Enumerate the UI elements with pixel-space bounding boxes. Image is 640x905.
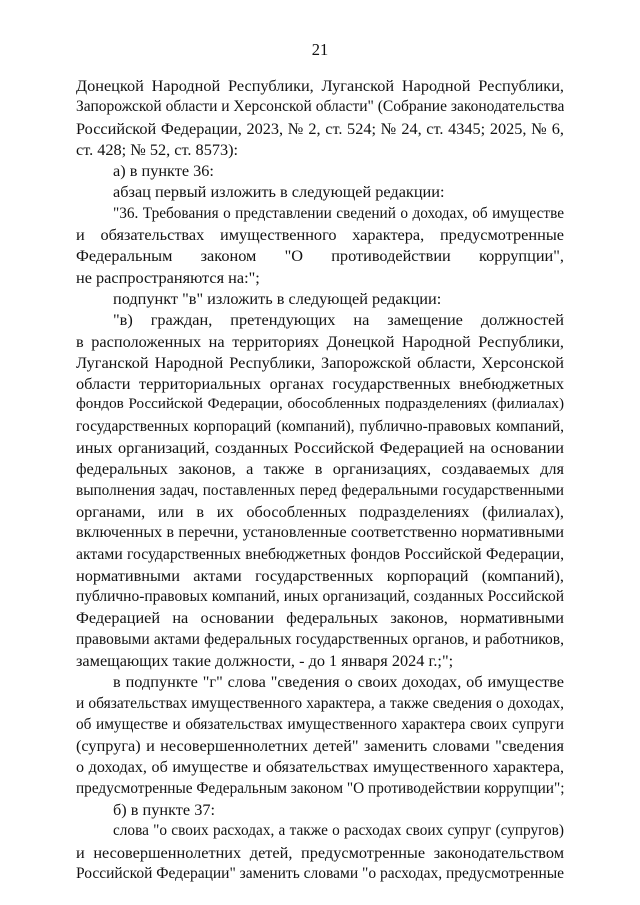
- text-line: фондов Российской Федерации, обособленных подразделениях (филиалах): [76, 396, 564, 413]
- text-line: абзац первый изложить в следующей редакции:: [113, 182, 445, 202]
- text-line: и обязательствах имущественного характера, предусмотренные: [76, 225, 564, 245]
- text-line: "36. Требования о представлении сведений о доходах, об имуществе: [113, 204, 564, 222]
- text-line: а) в пункте 36:: [113, 161, 214, 181]
- text-line: иных организаций, созданных Российской Федерацией на основании: [76, 438, 564, 458]
- text-line: Луганской Народной Республики, Запорожской области, Херсонской: [76, 352, 564, 372]
- text-line: выполнения задач, поставленных перед федеральными государственными: [76, 481, 564, 499]
- text-line: Российской Федерации" заменить словами "о расходах, предусмотренные: [76, 864, 564, 882]
- text-line: публично-правовых компаний, иных организаций, созданных Российской: [76, 588, 564, 606]
- text-line: и обязательствах имущественного характера, а также сведения о доходах,: [76, 694, 564, 712]
- text-line: в подпункте "г" слова "сведения о своих доходах, об имуществе: [113, 672, 564, 692]
- text-line: Российской Федерации, 2023, № 2, ст. 524; № 24, ст. 4345; 2025, № 6,: [76, 118, 564, 138]
- text-line: в расположенных на территориях Донецкой Народной Республики,: [76, 331, 564, 351]
- text-line: Запорожской области и Херсонской области" (Собрание законодательства: [76, 98, 564, 116]
- text-line: правовыми актами федеральных государственных органов, и работников,: [76, 630, 564, 648]
- text-line: Федеральным законом "О противодействии коррупции",: [76, 246, 564, 266]
- text-line: государственных корпораций (компаний), публично-правовых компаний,: [76, 417, 564, 435]
- text-line: Федерацией на основании федеральных законов, нормативными: [76, 608, 564, 628]
- text-line: замещающих такие должности, - до 1 января 2024 г.;";: [76, 651, 454, 671]
- text-line: включенных в перечни, установленные соответственно нормативными: [76, 524, 564, 542]
- text-line: федеральных законов, а также в организациях, создаваемых для: [76, 459, 564, 479]
- text-line: предусмотренные Федеральным законом "О противодействии коррупции";: [76, 779, 564, 797]
- text-line: "в) граждан, претендующих на замещение должностей: [113, 310, 564, 330]
- text-line: нормативными актами государственных корпораций (компаний),: [76, 565, 564, 585]
- text-line: и несовершеннолетних детей, предусмотренные законодательством: [76, 842, 564, 862]
- text-line: слова "о своих расходах, а также о расходах своих супруг (супругов): [113, 822, 564, 840]
- text-line: Донецкой Народной Республики, Луганской Народной Республики,: [76, 76, 564, 95]
- text-line: подпункт "в" изложить в следующей редакции:: [113, 288, 442, 308]
- text-line: не распространяются на:";: [76, 267, 260, 287]
- text-line: о доходах, об имуществе и обязательствах имущественного характера,: [76, 758, 564, 776]
- page-number: 21: [311, 40, 329, 59]
- document-body: [76, 75, 564, 884]
- text-line: органами, или в их обособленных подразделениях (филиалах),: [76, 501, 564, 521]
- text-line: актами государственных внебюджетных фондов Российской Федерации,: [76, 545, 564, 563]
- text-line: б) в пункте 37:: [113, 800, 216, 820]
- text-line: об имуществе и обязательствах имущественного характера своих супруги: [76, 715, 564, 733]
- text-line: ст. 428; № 52, ст. 8573):: [76, 139, 239, 159]
- text-line: (супруга) и несовершеннолетних детей" заменить словами "сведения: [76, 736, 564, 756]
- text-line: области территориальных органах государственных внебюджетных: [76, 374, 564, 394]
